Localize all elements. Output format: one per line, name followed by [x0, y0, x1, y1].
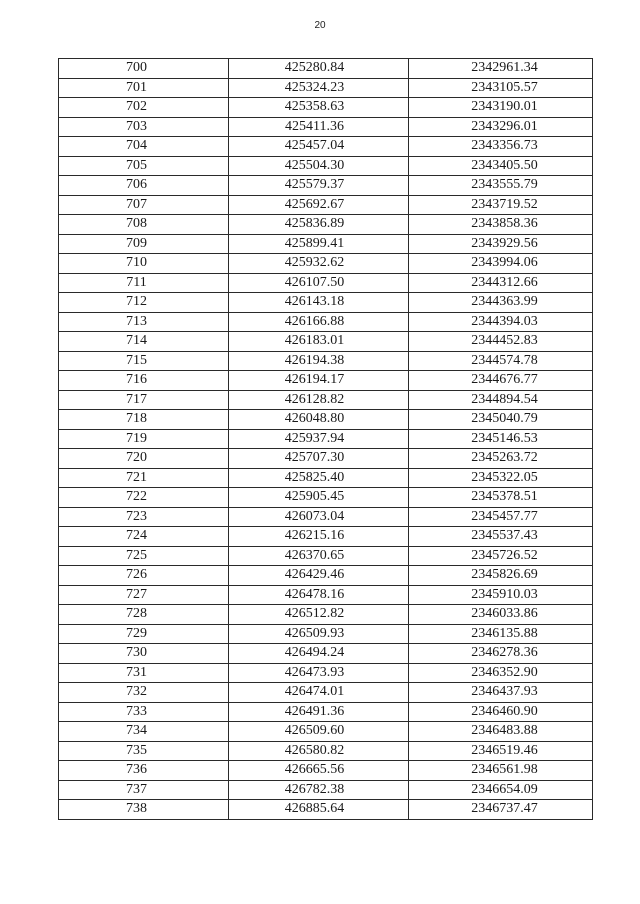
y-coordinate-cell: 2345146.53 — [409, 429, 593, 449]
point-number-cell: 731 — [59, 663, 229, 683]
table-row — [59, 195, 593, 215]
page-number: 20 — [314, 20, 326, 31]
table-row — [59, 585, 593, 605]
x-coordinate-cell: 426370.65 — [229, 546, 409, 566]
table-row — [59, 761, 593, 781]
y-coordinate-cell: 2346654.09 — [409, 780, 593, 800]
x-coordinate-cell: 425692.67 — [229, 195, 409, 215]
table-row — [59, 410, 593, 430]
x-coordinate-cell: 425905.45 — [229, 488, 409, 508]
x-coordinate-cell: 426215.16 — [229, 527, 409, 547]
table-row — [59, 78, 593, 98]
table-row — [59, 566, 593, 586]
y-coordinate-cell: 2346561.98 — [409, 761, 593, 781]
y-coordinate-cell: 2343994.06 — [409, 254, 593, 274]
y-coordinate-cell: 2345910.03 — [409, 585, 593, 605]
y-coordinate-cell: 2343405.50 — [409, 156, 593, 176]
x-coordinate-cell: 426478.16 — [229, 585, 409, 605]
x-coordinate-cell: 426491.36 — [229, 702, 409, 722]
x-coordinate-cell: 426509.93 — [229, 624, 409, 644]
x-coordinate-cell: 426494.24 — [229, 644, 409, 664]
coordinates-table — [58, 58, 593, 820]
table-row — [59, 605, 593, 625]
point-number-cell: 732 — [59, 683, 229, 703]
table-row — [59, 741, 593, 761]
point-number-cell: 723 — [59, 507, 229, 527]
y-coordinate-cell: 2343356.73 — [409, 137, 593, 157]
point-number-cell: 728 — [59, 605, 229, 625]
y-coordinate-cell: 2345040.79 — [409, 410, 593, 430]
table-row — [59, 98, 593, 118]
point-number-cell: 735 — [59, 741, 229, 761]
y-coordinate-cell: 2346135.88 — [409, 624, 593, 644]
x-coordinate-cell: 426665.56 — [229, 761, 409, 781]
table-row — [59, 254, 593, 274]
y-coordinate-cell: 2344363.99 — [409, 293, 593, 313]
y-coordinate-cell: 2346483.88 — [409, 722, 593, 742]
y-coordinate-cell: 2343858.36 — [409, 215, 593, 235]
point-number-cell: 729 — [59, 624, 229, 644]
y-coordinate-cell: 2346460.90 — [409, 702, 593, 722]
point-number-cell: 736 — [59, 761, 229, 781]
x-coordinate-cell: 425358.63 — [229, 98, 409, 118]
y-coordinate-cell: 2344312.66 — [409, 273, 593, 293]
point-number-cell: 708 — [59, 215, 229, 235]
x-coordinate-cell: 425932.62 — [229, 254, 409, 274]
point-number-cell: 717 — [59, 390, 229, 410]
x-coordinate-cell: 425504.30 — [229, 156, 409, 176]
table-row — [59, 702, 593, 722]
point-number-cell: 721 — [59, 468, 229, 488]
point-number-cell: 711 — [59, 273, 229, 293]
table-row — [59, 215, 593, 235]
table-row — [59, 683, 593, 703]
point-number-cell: 712 — [59, 293, 229, 313]
table-row — [59, 59, 593, 79]
y-coordinate-cell: 2345378.51 — [409, 488, 593, 508]
table-row — [59, 176, 593, 196]
x-coordinate-cell: 426194.17 — [229, 371, 409, 391]
x-coordinate-cell: 426107.50 — [229, 273, 409, 293]
point-number-cell: 710 — [59, 254, 229, 274]
y-coordinate-cell: 2345537.43 — [409, 527, 593, 547]
table-row — [59, 156, 593, 176]
x-coordinate-cell: 426183.01 — [229, 332, 409, 352]
table-row — [59, 117, 593, 137]
x-coordinate-cell: 426782.38 — [229, 780, 409, 800]
y-coordinate-cell: 2345322.05 — [409, 468, 593, 488]
point-number-cell: 709 — [59, 234, 229, 254]
x-coordinate-cell: 426512.82 — [229, 605, 409, 625]
y-coordinate-cell: 2346278.36 — [409, 644, 593, 664]
table-row — [59, 332, 593, 352]
table-row — [59, 468, 593, 488]
x-coordinate-cell: 426429.46 — [229, 566, 409, 586]
x-coordinate-cell: 426166.88 — [229, 312, 409, 332]
y-coordinate-cell: 2346437.93 — [409, 683, 593, 703]
table-row — [59, 644, 593, 664]
y-coordinate-cell: 2343929.56 — [409, 234, 593, 254]
table-row — [59, 351, 593, 371]
x-coordinate-cell: 426473.93 — [229, 663, 409, 683]
y-coordinate-cell: 2343555.79 — [409, 176, 593, 196]
y-coordinate-cell: 2344676.77 — [409, 371, 593, 391]
y-coordinate-cell: 2344394.03 — [409, 312, 593, 332]
y-coordinate-cell: 2345726.52 — [409, 546, 593, 566]
point-number-cell: 725 — [59, 546, 229, 566]
point-number-cell: 733 — [59, 702, 229, 722]
y-coordinate-cell: 2345826.69 — [409, 566, 593, 586]
y-coordinate-cell: 2346737.47 — [409, 800, 593, 820]
table-row — [59, 449, 593, 469]
table-row — [59, 624, 593, 644]
x-coordinate-cell: 426194.38 — [229, 351, 409, 371]
x-coordinate-cell: 425324.23 — [229, 78, 409, 98]
x-coordinate-cell: 425457.04 — [229, 137, 409, 157]
point-number-cell: 701 — [59, 78, 229, 98]
y-coordinate-cell: 2343190.01 — [409, 98, 593, 118]
table-row — [59, 488, 593, 508]
x-coordinate-cell: 426509.60 — [229, 722, 409, 742]
point-number-cell: 738 — [59, 800, 229, 820]
table-row — [59, 429, 593, 449]
y-coordinate-cell: 2346352.90 — [409, 663, 593, 683]
x-coordinate-cell: 425411.36 — [229, 117, 409, 137]
x-coordinate-cell: 425937.94 — [229, 429, 409, 449]
table-row — [59, 507, 593, 527]
x-coordinate-cell: 426128.82 — [229, 390, 409, 410]
point-number-cell: 706 — [59, 176, 229, 196]
y-coordinate-cell: 2345263.72 — [409, 449, 593, 469]
point-number-cell: 718 — [59, 410, 229, 430]
point-number-cell: 700 — [59, 59, 229, 79]
point-number-cell: 705 — [59, 156, 229, 176]
point-number-cell: 726 — [59, 566, 229, 586]
point-number-cell: 730 — [59, 644, 229, 664]
y-coordinate-cell: 2344894.54 — [409, 390, 593, 410]
table-row — [59, 800, 593, 820]
table-row — [59, 234, 593, 254]
table-row — [59, 390, 593, 410]
y-coordinate-cell: 2343105.57 — [409, 78, 593, 98]
point-number-cell: 734 — [59, 722, 229, 742]
x-coordinate-cell: 426580.82 — [229, 741, 409, 761]
point-number-cell: 720 — [59, 449, 229, 469]
point-number-cell: 703 — [59, 117, 229, 137]
x-coordinate-cell: 425899.41 — [229, 234, 409, 254]
x-coordinate-cell: 425825.40 — [229, 468, 409, 488]
table-row — [59, 780, 593, 800]
table-row — [59, 546, 593, 566]
point-number-cell: 716 — [59, 371, 229, 391]
x-coordinate-cell: 426474.01 — [229, 683, 409, 703]
table-row — [59, 293, 593, 313]
point-number-cell: 713 — [59, 312, 229, 332]
y-coordinate-cell: 2344574.78 — [409, 351, 593, 371]
point-number-cell: 702 — [59, 98, 229, 118]
point-number-cell: 727 — [59, 585, 229, 605]
x-coordinate-cell: 426073.04 — [229, 507, 409, 527]
x-coordinate-cell: 426885.64 — [229, 800, 409, 820]
point-number-cell: 737 — [59, 780, 229, 800]
table-row — [59, 722, 593, 742]
y-coordinate-cell: 2344452.83 — [409, 332, 593, 352]
x-coordinate-cell: 426048.80 — [229, 410, 409, 430]
x-coordinate-cell: 425836.89 — [229, 215, 409, 235]
x-coordinate-cell: 426143.18 — [229, 293, 409, 313]
table-row — [59, 312, 593, 332]
y-coordinate-cell: 2345457.77 — [409, 507, 593, 527]
coordinates-table-body — [59, 59, 593, 820]
y-coordinate-cell: 2346033.86 — [409, 605, 593, 625]
y-coordinate-cell: 2343719.52 — [409, 195, 593, 215]
y-coordinate-cell: 2342961.34 — [409, 59, 593, 79]
x-coordinate-cell: 425579.37 — [229, 176, 409, 196]
table-row — [59, 137, 593, 157]
point-number-cell: 724 — [59, 527, 229, 547]
y-coordinate-cell: 2346519.46 — [409, 741, 593, 761]
table-row — [59, 273, 593, 293]
point-number-cell: 722 — [59, 488, 229, 508]
table-row — [59, 527, 593, 547]
point-number-cell: 704 — [59, 137, 229, 157]
point-number-cell: 715 — [59, 351, 229, 371]
table-row — [59, 371, 593, 391]
coordinates-table-container — [58, 58, 592, 820]
table-row — [59, 663, 593, 683]
x-coordinate-cell: 425707.30 — [229, 449, 409, 469]
x-coordinate-cell: 425280.84 — [229, 59, 409, 79]
point-number-cell: 707 — [59, 195, 229, 215]
point-number-cell: 714 — [59, 332, 229, 352]
point-number-cell: 719 — [59, 429, 229, 449]
y-coordinate-cell: 2343296.01 — [409, 117, 593, 137]
